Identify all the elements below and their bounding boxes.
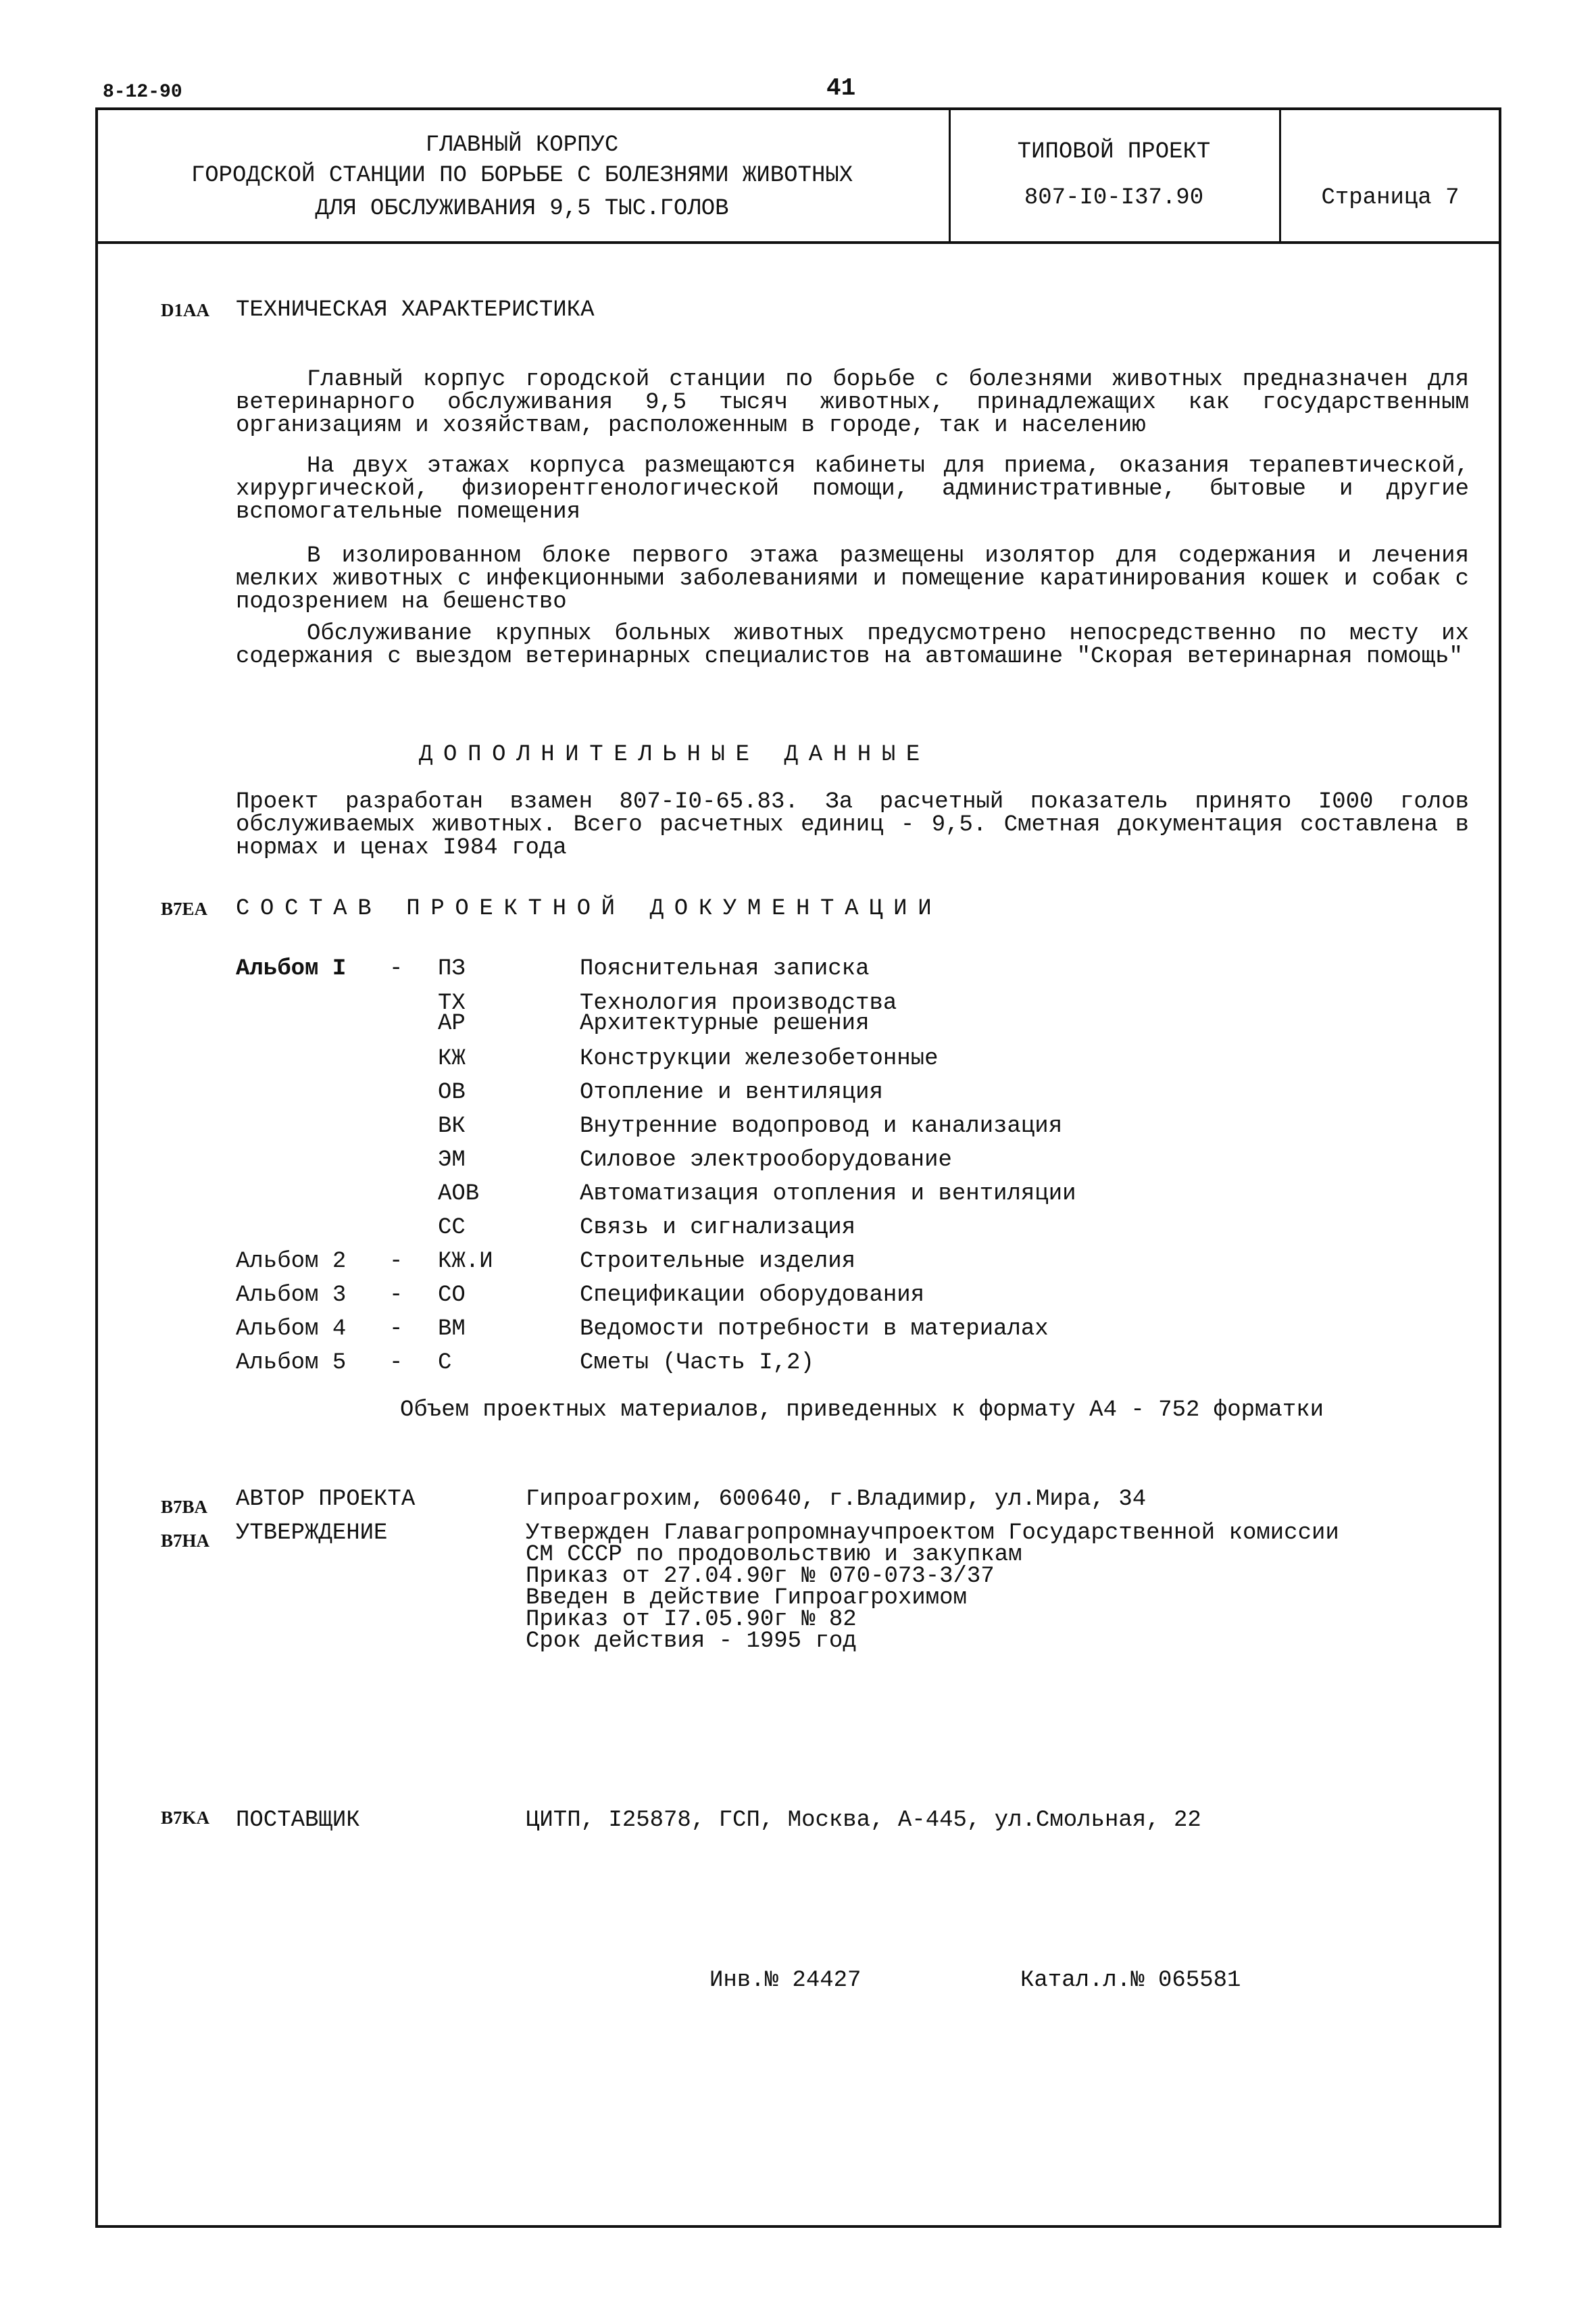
additional-text: Проект разработан взамен 807-I0-65.83. За расчетный показатель принято I000 голов обслуживаемых животных. Всего расчетных единиц - 9,5. Сметная документация составлена в нормах и ценах I984 года	[236, 789, 1469, 861]
album-label: Альбом I	[236, 956, 347, 982]
row-code: СС	[438, 1215, 466, 1241]
title-line-2: ГОРОДСКОЙ СТАНЦИИ ПО БОРЬБЕ С БОЛЕЗНЯМИ ЖИВОТНЫХ	[191, 163, 853, 189]
approval-line: Приказ от I7.05.90г № 82	[526, 1607, 857, 1633]
technical-code: D1AA	[161, 300, 209, 320]
supplier-label: ПОСТАВЩИК	[236, 1808, 360, 1833]
title-line-1: ГЛАВНЫЙ КОРПУС	[425, 132, 619, 158]
composition-code: B7EA	[161, 899, 208, 919]
row-code: ОВ	[438, 1080, 466, 1105]
author-value: Гипроагрохим, 600640, г.Владимир, ул.Мира, 34	[526, 1487, 1147, 1512]
approval-line: Срок действия - 1995 год	[526, 1628, 857, 1654]
title-block-separator-1	[949, 107, 951, 243]
approval-code: B7HA	[161, 1530, 210, 1551]
technical-paragraph-text: Обслуживание крупных больных животных предусмотрено непосредственно по месту их содержания с выездом ветеринарных специалистов на автомашине "Скорая ветеринарная помощь"	[236, 621, 1469, 670]
row-dash: -	[389, 1316, 403, 1342]
sheet-number: 41	[826, 74, 856, 102]
supplier-code: B7KA	[161, 1808, 210, 1828]
row-code: ЭМ	[438, 1147, 466, 1173]
date-stamp: 8-12-90	[103, 82, 182, 103]
volume-note: Объем проектных материалов, приведенных к формату А4 - 752 форматки	[400, 1397, 1324, 1423]
row-description: Спецификации оборудования	[580, 1283, 925, 1308]
project-type-label: ТИПОВОЙ ПРОЕКТ	[1017, 139, 1211, 165]
title-block-divider	[95, 241, 1501, 244]
row-description: Силовое электрооборудование	[580, 1147, 952, 1173]
row-description: Конструкции железобетонные	[580, 1046, 939, 1072]
author-code: B7BA	[161, 1497, 208, 1517]
row-description: Строительные изделия	[580, 1249, 856, 1274]
technical-paragraph	[236, 455, 1469, 524]
row-code: ВМ	[438, 1316, 466, 1342]
row-code: ПЗ	[438, 956, 466, 982]
approval-line: Приказ от 27.04.90г № 070-073-3/37	[526, 1564, 995, 1589]
row-code: С	[438, 1350, 452, 1376]
row-code: СО	[438, 1283, 466, 1308]
technical-paragraph	[236, 368, 1469, 437]
approval-label: УТВЕРЖДЕНИЕ	[236, 1520, 388, 1546]
row-description: Архитектурные решения	[580, 1011, 870, 1037]
row-description: Пояснительная записка	[580, 956, 870, 982]
approval-line: СМ СССР по продовольствию и закупкам	[526, 1542, 1022, 1568]
technical-paragraph-text: В изолированном блоке первого этажа размещены изолятор для содержания и лечения мелких животных с инфекционными заболеваниями и помещение каратинирования кошек и собак с подозрением на бешенство	[236, 543, 1469, 615]
row-description: Связь и сигнализация	[580, 1215, 856, 1241]
composition-heading: СОСТАВ ПРОЕКТНОЙ ДОКУМЕНТАЦИИ	[236, 896, 943, 922]
album-label: Альбом 4	[236, 1316, 347, 1342]
approval-line: Утвержден Главагропромнаучпроектом Государственной комиссии	[526, 1520, 1339, 1546]
row-code: ТХ	[438, 991, 466, 1016]
row-code: АОВ	[438, 1181, 480, 1207]
catalog-number: Катал.л.№ 065581	[1020, 1968, 1241, 1993]
supplier-value: ЦИТП, I25878, ГСП, Москва, А-445, ул.Смольная, 22	[526, 1808, 1201, 1833]
title-block-separator-2	[1279, 107, 1281, 243]
row-description: Сметы (Часть I,2)	[580, 1350, 814, 1376]
approval-line: Введен в действие Гипроагрохимом	[526, 1585, 967, 1611]
row-code: КЖ.И	[438, 1249, 493, 1274]
row-description: Технология производства	[580, 991, 897, 1016]
row-description: Внутренние водопровод и канализация	[580, 1114, 1063, 1139]
technical-paragraph-text: На двух этажах корпуса размещаются кабинеты для приема, оказания терапевтической, хирургической, физиорентгенологической помощи, административные, бытовые и другие вспомогательные помещения	[236, 453, 1469, 525]
row-description: Ведомости потребности в материалах	[580, 1316, 1049, 1342]
row-dash: -	[389, 1283, 403, 1308]
row-code: АР	[438, 1011, 466, 1037]
author-label: АВТОР ПРОЕКТА	[236, 1487, 416, 1512]
album-label: Альбом 3	[236, 1283, 347, 1308]
technical-paragraph	[236, 622, 1469, 668]
title-line-3: ДЛЯ ОБСЛУЖИВАНИЯ 9,5 ТЫС.ГОЛОВ	[315, 196, 729, 222]
album-label: Альбом 2	[236, 1249, 347, 1274]
technical-paragraph-text: Главный корпус городской станции по борьбе с болезнями животных предназначен для ветеринарного обслуживания 9,5 тысяч животных, принадлежащих как государственным организациям и хозяйствам, расположенным в городе, так и населению	[236, 367, 1469, 439]
inventory-number: Инв.№ 24427	[709, 1968, 862, 1993]
row-code: КЖ	[438, 1046, 466, 1072]
technical-heading: ТЕХНИЧЕСКАЯ ХАРАКТЕРИСТИКА	[236, 297, 595, 323]
row-dash: -	[389, 1249, 403, 1274]
row-description: Автоматизация отопления и вентиляции	[580, 1181, 1076, 1207]
project-number: 807-I0-I37.90	[1024, 185, 1204, 211]
technical-paragraph	[236, 545, 1469, 614]
page-label: Страница 7	[1321, 185, 1460, 211]
row-description: Отопление и вентиляция	[580, 1080, 883, 1105]
row-dash: -	[389, 956, 403, 982]
row-dash: -	[389, 1350, 403, 1376]
album-label: Альбом 5	[236, 1350, 347, 1376]
additional-heading: ДОПОЛНИТЕЛЬНЫЕ ДАННЫЕ	[419, 742, 930, 768]
row-code: ВК	[438, 1114, 466, 1139]
